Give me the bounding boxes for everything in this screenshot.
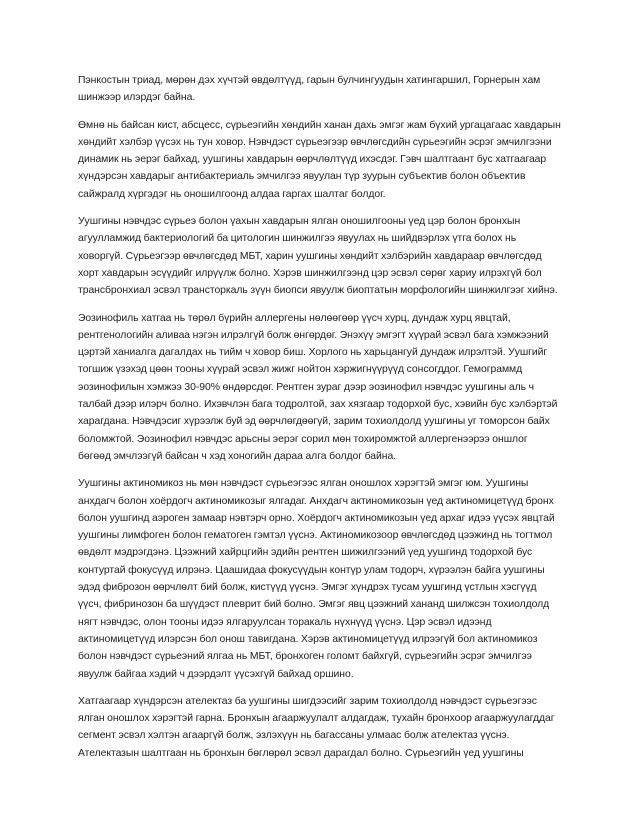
paragraph-pancoast-triad: Пэнкостын триад, мөрөн дэх хүчтэй өвдөлтүүд, гарын булчингуудын хатингаршил, Горнерын хам шинжээр илэрдэг байна. (78, 75, 541, 104)
paragraph-atelectasis: Хатгаагаар хүндэрсэн ателектаз ба уушгины шигдээсийг зарим тохиолдолд нэвчдэст сүрьеэгээс ялган оношлох хэрэгтэй гарна. Бронхын агааржуулалт алдагдаж, тухайн бронхоор агааржуулагддаг сегмент эсвэл хэлтэн агааргүй болж, эзлэхүүн нь багассаны улмаас болж ателектаз үүснэ. Ателектазын шалтгаан нь бронхын бөглөрөл эсвэл дарагдал болно. Сүрьеэгийн үед уушгины (78, 695, 555, 759)
document-body (78, 72, 561, 772)
paragraph-actinomycosis: Уушгины актиномикоз нь мөн нэвчдэст сүрьеэгээс ялган оношлох хэрэгтэй эмгэг юм. Уушгины анхдагч болон хоёрдогч актиномикозыг ялгадаг. Анхдагч актиномикозын үед актиномицетүүд бронх болон уушгинд аэроген замаар нэвтэрч орно. Хоёрдогч актиномикозын үед архаг идээ үүсэх явцтай уушгины лимфоген болон гематоген гэмтэл үүснэ. Актиномикозоор өвчлөгсдөд цээжинд нь тогтмол өвдөлт мэдрэгдэнэ. Цээжний хайрцгийн эдийн рентген шижилгээний үед уушгинд тодорхой бус контуртай фокусүүд илрэнэ. Цаашидаа фокусүүдын контүр улам тодорч, хүрээлэн байга уушгины эдэд фиброзон өөрчлөлт бий болж, кистүүд үүснэ. Эмгэг хүндрэх тусам уушгинд үстлын хэсгүүд үүсч, фибринозон ба шүүдэст плеврит бий болно. Эмгэг явц цээжний хананд шилжсэн тохиолдолд нягт нэвчдэс, олон тооны идээ ялгаруулсан торакаль нүхнүүд үүснэ. Цэр эсвэл идээнд актиномицетүүд илэрсэн бол онош тавигдана. Хэрэв актиномицетүүд илрээгүй бол актиномикоз болон нэвчдэст сүрьеэний ялгаа нь МБТ, бронхоген голомт байхгүй, сүрьеэгийн эсрэг эмчилгээ явуулж байгаа хэдий ч дээрдэлт үүсэхгүй байхад оршино. (78, 478, 555, 680)
paragraph-differential-diagnosis: Уушгины нэвчдэс сүрьеэ болон үахын хавдарын ялган оношилгооны үед цэр болон бронхын агуулламжид бактериологий ба цитологин шинжилгээ явуулах нь шийдвэрлэх үтга болох нь ховоргүй. Сүрьеэгээр өвчлөгсдөд МБТ, харин уушгины хөндийт хэлбэрийн хавдараар өвчлөгсдөд хорт хавдарын эсүүдийг илрүүлж болно. Хэрэв шинжилгээнд цэр эсвэл сөрөг хариу илрэхгүй бол трансбронхиал эсвэл трансторкаль зүүн биопси явуулж биоптатын морфологийн шинжилгээг хийнэ. (78, 216, 558, 297)
paragraph-cavitary-form: Өмнө нь байсан кист, абсцесс, сүрьеэгийн хөндийн ханан дахь эмгэг жам бүхий ургацагаас хавдарын хөндийт хэлбэр үүсэх нь тун ховор. Нэвчдэст сүрьеэгээр өвчлөгсдийн сүрьеэгийн эсрэг эмчилгээни динамик нь эерэг байхад, уушгины хавдарын өөрчлөлтүүд ихэсдэг. Гэвч шалтгаант бус хатгаагаар хүндэрсэн хавдарыг антибактериаль эмчилгээ явуулан түр зуурын субъектив болон объектив сайжралд хүргэдэг нь оношилгоонд алдаа гаргах шалтаг болдог. (78, 119, 561, 200)
paragraph-eosinophilic-pneumonia: Эозинофиль хатгаа нь төрөл бүрийн аллергены нөлөөгөөр үүсч хурц, дундаж хурц явцтай, рентгенологийн аливаа нэгэн илрэлгүй болж өнгөрдөг. Энэхүү эмгэгт хүүрай эсвэл бага хэмжээний цэртэй ханиалга дагалдах нь тийм ч ховор биш. Хорлого нь харьцангуй дундаж илрэлтэй. Уушгийг тогшиж үзэхэд цөөн тооны хүүрай эсвэл жижг нойтон хэржигнүүрүүд сонсогддог. Гемограммд эозинофилын хэмжээ 30-90% өндөрсдөг. Рентген зураг дээр эозинофил нэвчдэс уушгины аль ч талбай дээр илэрч болно. Ихэвчлэн бага тодролтой, зах хязгаар тодорхой бус, хэвийн бус хэлбэртэй харагдана. Нэвчдэсиг хүрээлж буй эд өөрчлөгдөөгүй, зарим тохиолдолд уушгины уг томорсон байх боломжтой. Эозинофил нэвчдэс арьсны эерэг сорил мөн тохиромжтой аллергенээрээ оншлог бөгөөд эмчлээгүй байсан ч хэд хоногийн дараа алга болдог байна. (78, 312, 558, 462)
